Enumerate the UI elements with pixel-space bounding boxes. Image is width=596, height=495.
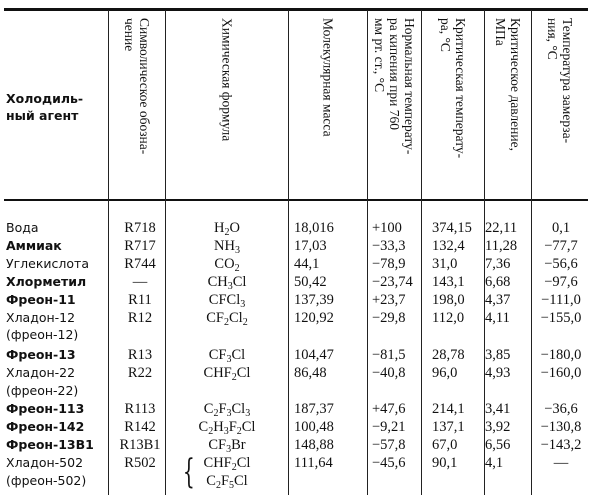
cell-symbol: R11 [128,292,152,308]
cell-freezing-temp: −130,8 [540,419,582,435]
cell-agent-name: Хладон-502 [6,455,84,470]
cell-critical-temp: 132,4 [432,238,465,254]
cell-agent-name: Аммиак [6,238,62,253]
column-header-label: Температура замерза- ния, °С [545,18,575,144]
cell-symbol: R113 [124,401,156,417]
table-row [0,292,596,309]
cell-critical-temp: 96,0 [432,365,458,381]
cell-boiling-temp: −81,5 [372,347,406,363]
cell-formula: $CHF_2Cl$ [203,365,251,383]
cell-freezing-temp: −111,0 [541,292,581,308]
cell-symbol: R13B1 [119,437,161,453]
cell-critical-temp: 214,1 [432,401,465,417]
cell-boiling-temp: +23,7 [372,292,406,308]
cell-agent-name: Фреон-11 [6,292,76,307]
cell-symbol: R13 [127,347,153,363]
cell-molecular-mass: 137,39 [294,292,334,308]
cell-freezing-temp: −36,6 [544,401,578,417]
cell-freezing-temp: −160,0 [540,365,582,381]
column-header-label: Молекулярная масса [320,18,336,137]
cell-molecular-mass: 104,47 [294,347,334,363]
column-header [368,12,421,198]
table-header-rule [4,199,588,201]
table-row [0,347,596,364]
cell-molecular-mass: 86,48 [294,365,327,381]
column-header-label: Нормальная температу- ра кипения при 760 мм рт. ст., °С [372,18,417,155]
cell-boiling-temp: −40,8 [372,365,406,381]
cell-boiling-temp: −78,9 [372,256,406,272]
cell-molecular-mass: 100,48 [294,419,334,435]
cell-agent-name: Хладон-22 [6,365,76,380]
column-header-label: Химическая формула [219,18,235,142]
cell-symbol: R22 [127,365,153,381]
cell-boiling-temp: −45,6 [372,455,406,471]
cell-critical-temp: 90,1 [432,455,458,471]
cell-critical-temp: 374,15 [432,220,472,236]
cell-formula: $CF_3Br$ [208,437,246,455]
cell-agent-alt-name: (фреон-12) [6,327,79,342]
table-row [0,365,596,382]
table-top-rule [4,8,588,11]
cell-freezing-temp: −56,6 [544,256,578,272]
cell-freezing-temp: 0,1 [551,220,571,236]
cell-critical-pressure: 6,68 [485,274,511,290]
cell-freezing-temp: −143,2 [540,437,582,453]
cell-molecular-mass: 18,016 [294,220,334,236]
cell-molecular-mass: 44,1 [294,256,320,272]
table-row [0,437,596,454]
cell-critical-pressure: 3,92 [485,419,511,435]
cell-formula: $CH_3Cl$ [207,274,247,292]
header-agent: Холодиль- ный агент [6,91,84,123]
cell-agent-name: Фреон-142 [6,419,85,434]
cell-critical-pressure: 4,1 [485,455,504,471]
cell-agent-name: Углекислота [6,256,89,271]
cell-symbol: R142 [124,419,156,435]
table-row [0,274,596,291]
cell-agent-name: Фреон-113 [6,401,85,416]
cell-boiling-temp: −33,3 [372,238,406,254]
cell-molecular-mass: 187,37 [294,401,334,417]
cell-boiling-temp: −9,21 [372,419,406,435]
cell-critical-temp: 137,1 [432,419,465,435]
column-header-label: Критическое давление, МПа [493,18,523,151]
column-header [532,12,588,198]
cell-boiling-temp: +47,6 [372,401,406,417]
cell-critical-temp: 67,0 [432,437,458,453]
column-header [109,12,165,198]
table-row [0,256,596,273]
cell-critical-pressure: 3,41 [485,401,511,417]
cell-freezing-temp: −97,6 [544,274,578,290]
cell-formula: $NH_3$ [214,238,240,256]
cell-agent-name: Фреон-13В1 [6,437,94,452]
cell-formula: $CO_2$ [214,256,240,274]
column-header [422,12,484,198]
cell-critical-pressure: 3,85 [485,347,511,363]
cell-molecular-mass: 17,03 [294,238,327,254]
cell-symbol: R502 [124,455,156,471]
column-header [166,12,288,198]
cell-symbol: R744 [124,256,156,272]
mixture-brace-icon: { [182,452,195,492]
cell-formula: $CHF_2Cl$ [203,455,251,473]
cell-boiling-temp: +100 [372,220,402,236]
cell-freezing-temp: −77,7 [544,238,578,254]
cell-formula: $C_2H_3F_2Cl$ [198,419,256,437]
cell-critical-temp: 143,1 [432,274,465,290]
column-header-label: Символическое обозна- чение [122,18,152,155]
cell-boiling-temp: −29,8 [372,310,406,326]
cell-critical-pressure: 4,11 [485,310,510,326]
cell-critical-temp: 112,0 [432,310,465,326]
cell-formula: $CF_3Cl$ [208,347,246,365]
cell-formula: $CF_2Cl_2$ [206,310,248,328]
cell-molecular-mass: 148,88 [294,437,334,453]
cell-symbol: — [132,274,148,290]
cell-freezing-temp: −180,0 [540,347,582,363]
cell-agent-alt-name: (фреон-22) [6,383,79,398]
cell-critical-temp: 198,0 [432,292,465,308]
cell-symbol: R717 [124,238,156,254]
cell-critical-pressure: 4,37 [485,292,511,308]
cell-agent-name: Вода [6,220,39,235]
cell-boiling-temp: −57,8 [372,437,406,453]
column-header [485,12,531,198]
cell-formula: $C_2F_3Cl_3$ [203,401,251,419]
cell-agent-name: Хладон-12 [6,310,76,325]
cell-symbol: R718 [124,220,156,236]
cell-agent-name: Хлорметил [6,274,87,289]
cell-formula: CFCl$_3$ [208,292,246,310]
column-header-label: Критическая температу- ра, °С [438,18,468,159]
table-row [0,238,596,255]
cell-molecular-mass: 111,64 [294,455,333,471]
table-row [0,455,596,472]
table-row [0,220,596,237]
cell-molecular-mass: 120,92 [294,310,334,326]
cell-critical-temp: 28,78 [432,347,465,363]
cell-symbol: R12 [127,310,153,326]
table-row-continuation [0,473,596,490]
cell-freezing-temp: — [553,455,569,471]
cell-formula: $C_2F_5Cl$ [206,473,248,491]
table-row [0,310,596,327]
cell-critical-pressure: 22,11 [485,220,518,236]
cell-critical-pressure: 11,28 [485,238,518,254]
cell-freezing-temp: −155,0 [540,310,582,326]
cell-critical-temp: 31,0 [432,256,458,272]
cell-agent-name: Фреон-13 [6,347,76,362]
cell-formula: $H_2O$ [214,220,240,238]
cell-boiling-temp: −23,74 [372,274,413,290]
cell-molecular-mass: 50,42 [294,274,327,290]
cell-critical-pressure: 4,93 [485,365,511,381]
table-row [0,401,596,418]
cell-critical-pressure: 7,36 [485,256,511,272]
column-header [289,12,367,198]
cell-agent-alt-name: (фреон-502) [6,473,87,488]
cell-critical-pressure: 6,56 [485,437,511,453]
table-row [0,419,596,436]
